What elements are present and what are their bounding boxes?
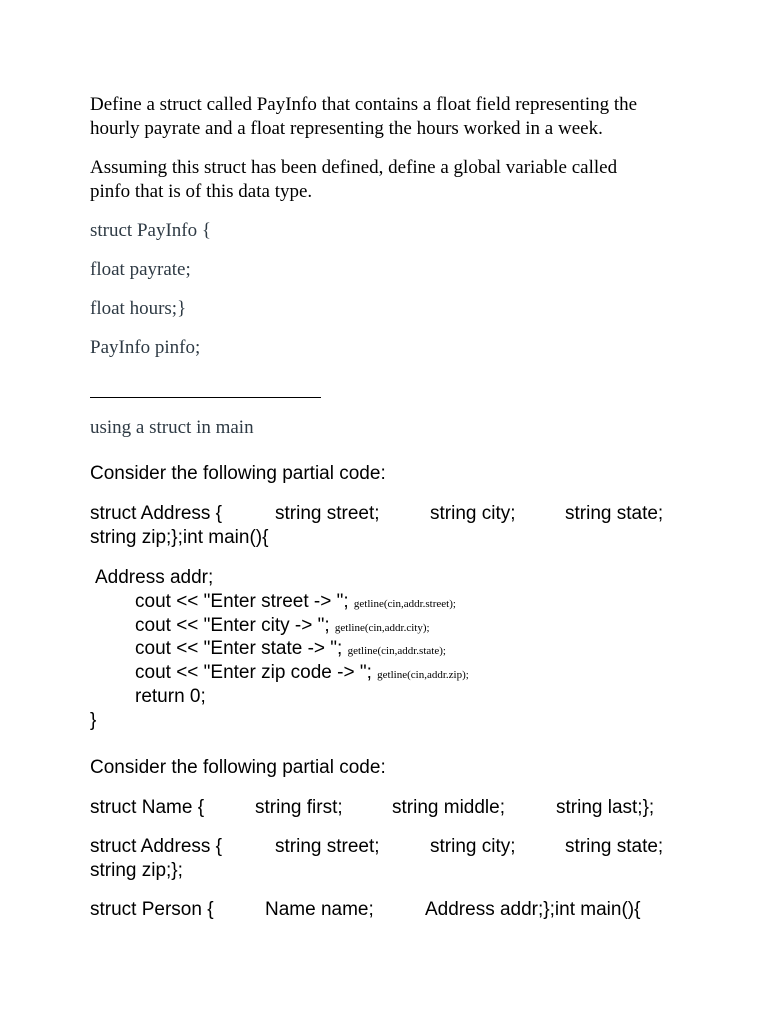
code-field-last: string last;}; [556, 797, 655, 818]
code-field-name: Name name; [265, 899, 374, 920]
code-getline-street: getline(cin,addr.street); [353, 598, 456, 610]
paragraph-define-struct-line1: Define a struct called PayInfo that contains a float field representing the [90, 94, 638, 115]
code-field-middle: string middle; [392, 797, 505, 818]
code-cout-zip [135, 661, 469, 687]
code-getline-state: getline(cin,addr.state); [347, 645, 446, 657]
code-payinfo-pinfo: PayInfo pinfo; [90, 337, 201, 358]
section-title-using-struct: using a struct in main [90, 417, 254, 438]
code-struct-address-keyword: struct Address { [90, 503, 223, 524]
code-getline-city: getline(cin,addr.city); [334, 622, 430, 634]
code-address-decl: Address addr; [95, 567, 214, 588]
code-field-first: string first; [255, 797, 343, 818]
code-struct-address-2-keyword: struct Address { [90, 836, 223, 857]
paragraph-global-variable-line2: pinfo that is of this data type. [90, 181, 313, 202]
paragraph-global-variable-line1: Assuming this struct has been defined, define a global variable called [90, 157, 618, 178]
paragraph-define-struct-line2: hourly payrate and a float representing the hours worked in a week. [90, 118, 603, 139]
horizontal-divider [90, 397, 321, 398]
code-cout-state-text: cout << "Enter state -> "; [135, 638, 343, 659]
code-field-city-2: string city; [430, 836, 516, 857]
code-field-addr-main: Address addr;};int main(){ [425, 899, 641, 920]
code-field-street: string street; [275, 503, 380, 524]
code-struct-address-line2: string zip;};int main(){ [90, 527, 269, 548]
code-cout-street [135, 590, 456, 616]
code-float-payrate: float payrate; [90, 259, 191, 280]
code-field-state: string state; [565, 503, 664, 524]
code-struct-name-keyword: struct Name { [90, 797, 205, 818]
code-cout-city-text: cout << "Enter city -> "; [135, 615, 330, 636]
code-cout-state [135, 637, 446, 663]
code-struct-address-2-line2: string zip;}; [90, 860, 183, 881]
code-cout-zip-text: cout << "Enter zip code -> "; [135, 662, 372, 683]
code-field-city: string city; [430, 503, 516, 524]
code-field-state-2: string state; [565, 836, 664, 857]
code-close-brace: } [90, 710, 97, 731]
code-field-street-2: string street; [275, 836, 380, 857]
code-cout-street-text: cout << "Enter street -> "; [135, 591, 349, 612]
code-return: return 0; [135, 686, 206, 707]
code-struct-payinfo: struct PayInfo { [90, 220, 211, 241]
code-getline-zip: getline(cin,addr.zip); [377, 669, 469, 681]
code-float-hours: float hours;} [90, 298, 187, 319]
intro-partial-code-2: Consider the following partial code: [90, 757, 386, 778]
intro-partial-code: Consider the following partial code: [90, 463, 386, 484]
code-struct-person-keyword: struct Person { [90, 899, 214, 920]
